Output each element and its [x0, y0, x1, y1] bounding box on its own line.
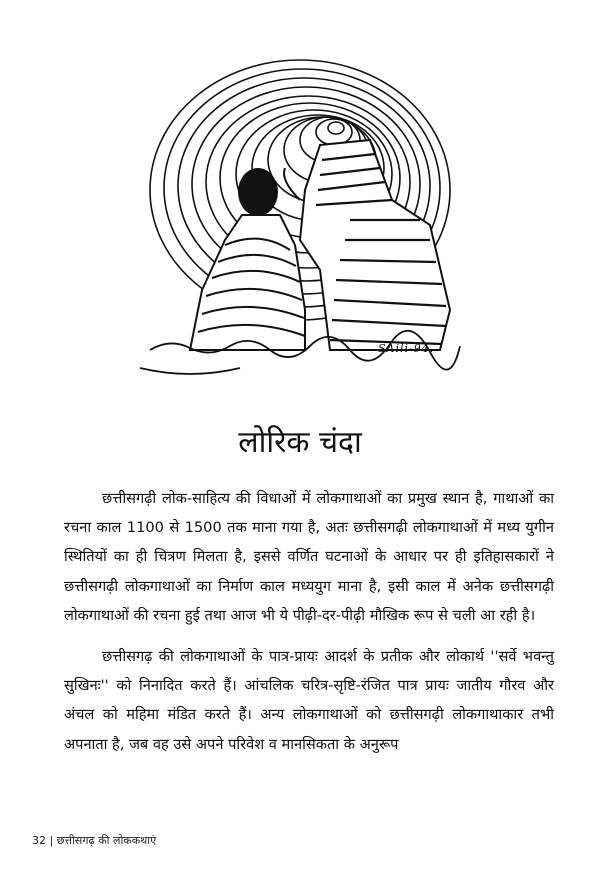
artist-signature: SAili-94. [378, 342, 435, 355]
paragraph-2: छत्तीसगढ़ की लोकगाथाओं के पात्र-प्रायः आदर्श के प्रतीक और लोकार्थ ''सर्वे भवन्तु सुखिनः'' को निनादित करते हैं। आंचलिक चरित्र-सृष्टि-रंजित पात्र प्रायः जातीय गौरव और अंचल को महिमा मंडित करते हैं। अन्य लोकगाथाओं को छत्तीसगढ़ी लोकगाथाकार तभी अपनाता है, जब वह उसे अपने परिवेश व मानसिकता के अनुरूप [64, 648, 554, 753]
running-book-title: छत्तीसगढ़ की लोककथाएं [56, 834, 157, 847]
page-number: 32 [32, 834, 46, 847]
body-text [64, 484, 554, 771]
story-title: लोरिक चंदा [238, 425, 362, 460]
ink-illustration [130, 50, 470, 390]
paragraph-1: छत्तीसगढ़ी लोक-साहित्य की विधाओं में लोकगाथाओं का प्रमुख स्थान है, गाथाओं का रचना काल 1100 से 1500 तक माना गया है, अतः छत्तीसगढ़ी लोकगाथाओं में मध्य युगीन स्थितियों का ही चित्रण मिलता है, इससे वर्णित घटनाओं के आधार पर ही इतिहासकारों ने छत्तीसगढ़ी लोकगाथाओं का निर्माण काल मध्ययुग माना है, इसी काल में अनेक छत्तीसगढ़ी लोकगाथाओं की रचना हुई तथा आज भी ये पीढ़ी-दर-पीढ़ी मौखिक रूप से चली आ रही है। [64, 490, 554, 624]
man-figure [284, 140, 450, 350]
woman-and-man-swirl-drawing-icon [130, 50, 470, 390]
page-footer [32, 833, 156, 848]
footer-separator: | [49, 834, 54, 847]
